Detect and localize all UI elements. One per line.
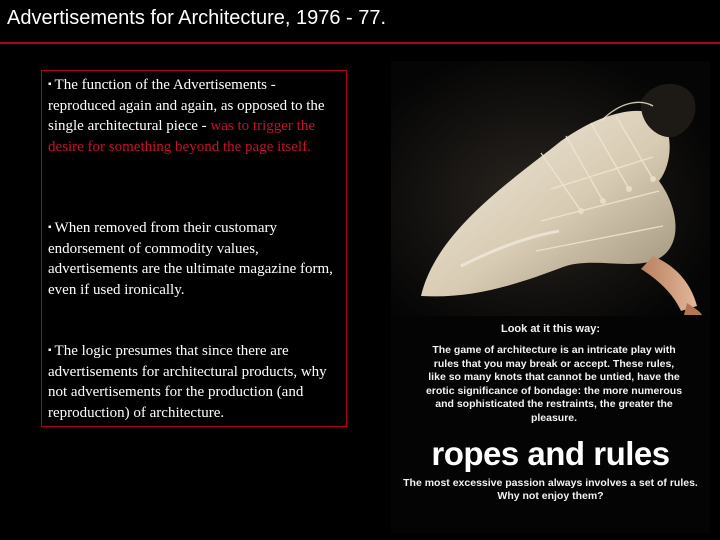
paragraph-highlight: was to trigger the desire for something beyond the page itself. [48,118,315,155]
paragraph-text: The logic presumes that since there are advertisements for architectural products, why not advertisements for the production (and reproduction) of architecture. [48,343,327,421]
paragraph-text: The function of the Advertisements - reproduced again and again, as opposed to the single architectural piece - [48,77,325,134]
ad-body-text: The game of architecture is an intricate play with rules that you may break or accept. These rules, like so many knots that cannot be untied, have the erotic significance of bondage: the more numerous and sophisticated the restraints, the greater the pleasure. [425,344,683,424]
paragraph-logic [48,341,342,423]
ad-heading: Look at it this way: [500,323,600,335]
ad-tagline [391,477,710,503]
bullet-icon: ▪ [48,345,52,356]
paragraph-endorsement [48,218,342,300]
paragraph-text: When removed from their customary endorsement of commodity values, advertisements are the ultimate magazine form, even if used ironically. [48,220,333,298]
bullet-icon: ▪ [48,79,52,90]
slide-title: Advertisements for Architecture, 1976 - 77. [7,7,387,29]
title-divider [0,42,720,44]
text-box [41,70,347,427]
ad-tagline-line1: The most excessive passion always involves a set of rules. [403,477,698,489]
advertisement-image [391,61,710,533]
bullet-icon: ▪ [48,222,52,233]
paragraph-function [48,75,342,157]
bound-figure-photo [391,61,710,316]
ad-title: ropes and rules [431,435,670,472]
ad-tagline-line2: Why not enjoy them? [497,490,604,502]
